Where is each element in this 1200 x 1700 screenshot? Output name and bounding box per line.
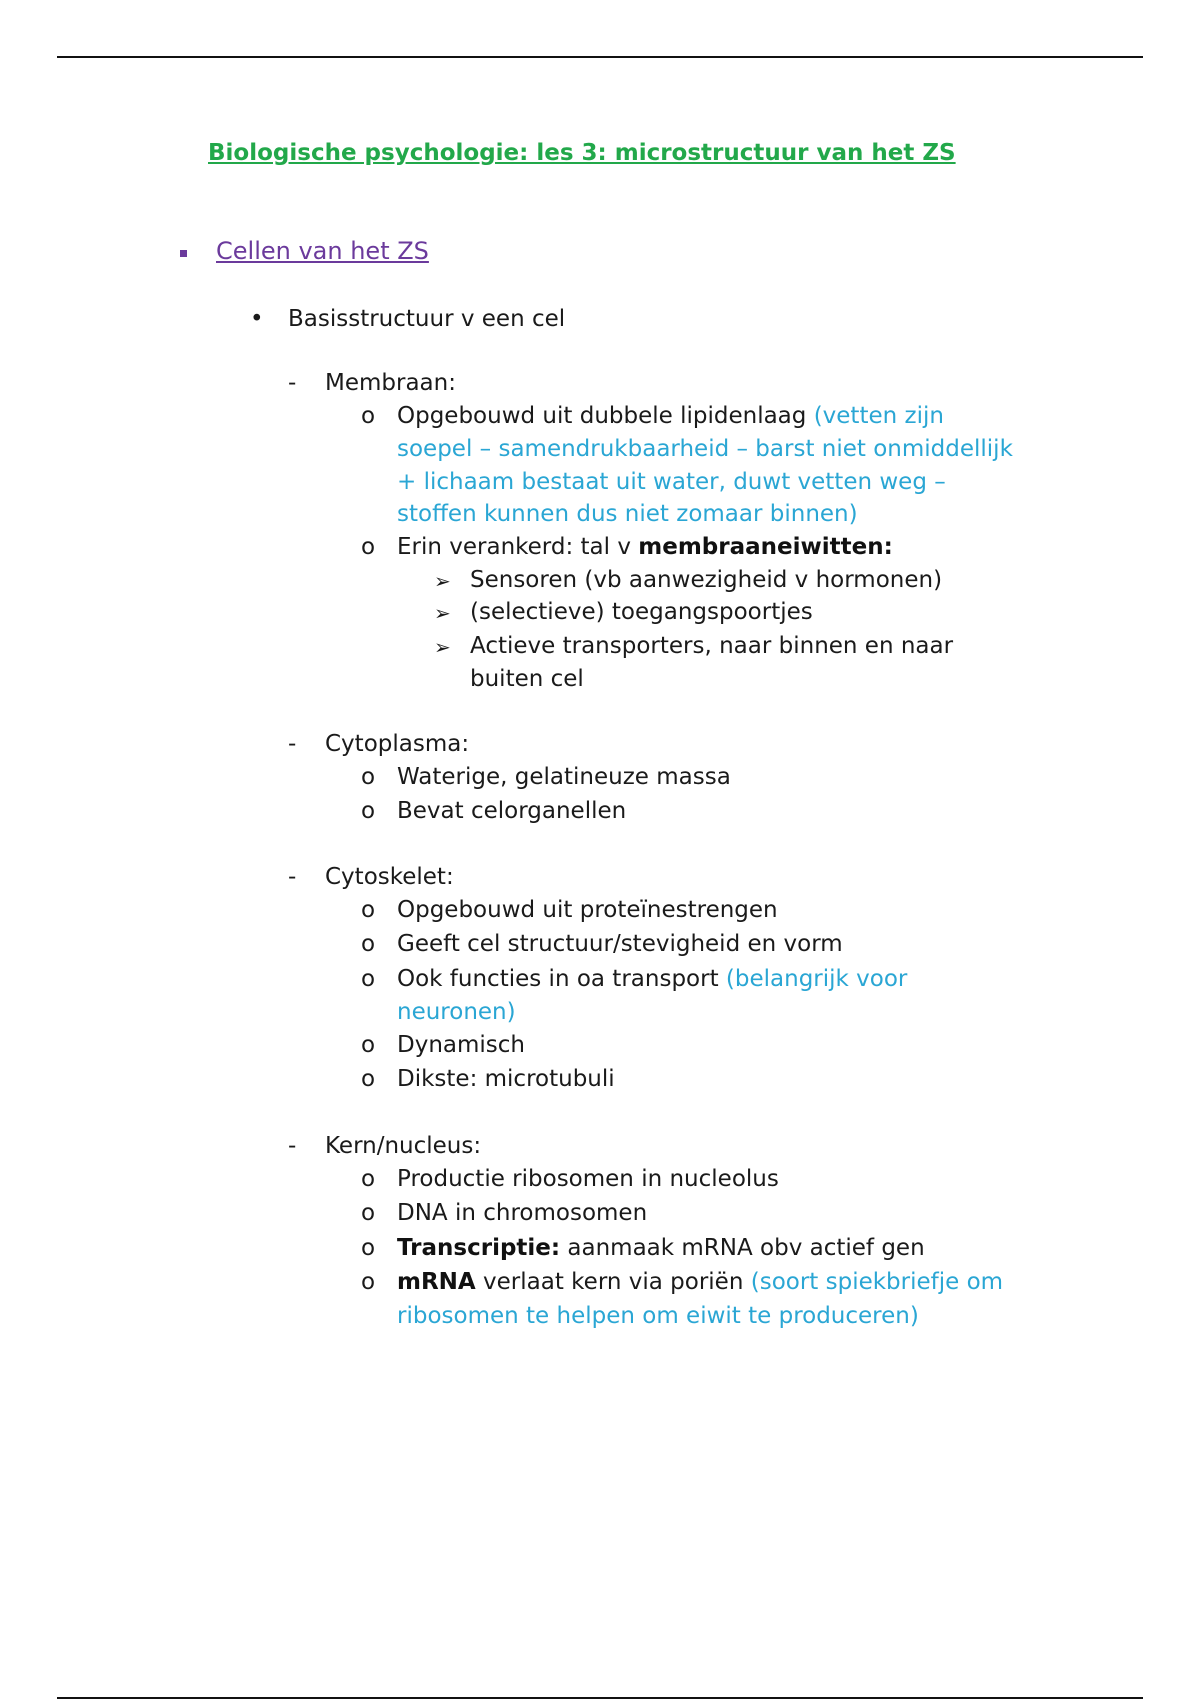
level1-item: Basisstructuur v een cel [288, 306, 566, 332]
square-bullet-icon [180, 250, 187, 257]
membraan-item-1-cont: + lichaam bestaat uit water, duwt vetten weg – [397, 469, 946, 495]
circle-marker: o [361, 1269, 376, 1295]
cytoskelet-heading: Cytoskelet: [325, 864, 454, 890]
circle-marker: o [361, 1235, 376, 1261]
membraan-heading: Membraan: [325, 370, 456, 396]
membraan-item-1-cont: stoffen kunnen dus niet zomaar binnen) [397, 501, 858, 527]
cytoskelet-item-4: Dynamisch [397, 1032, 525, 1058]
cytoplasma-item-2: Bevat celorganellen [397, 798, 627, 824]
membraan-sub-3: Actieve transporters, naar binnen en naar [470, 633, 954, 659]
circle-marker: o [361, 798, 376, 824]
circle-marker: o [361, 1166, 376, 1192]
circle-marker: o [361, 931, 376, 957]
dash-marker: - [288, 864, 297, 890]
circle-marker: o [361, 534, 376, 560]
arrow-bullet-icon: ➢ [434, 635, 451, 659]
membraan-sub-1: Sensoren (vb aanwezigheid v hormonen) [470, 567, 943, 593]
membraan-sub-2: (selectieve) toegangspoortjes [470, 599, 813, 625]
kern-item-4-cont: ribosomen te helpen om eiwit te produceren) [397, 1303, 919, 1329]
dash-marker: - [288, 1133, 297, 1159]
kern-heading: Kern/nucleus: [325, 1133, 482, 1159]
circle-marker: o [361, 403, 376, 429]
bullet-icon: • [250, 306, 264, 332]
section-link[interactable]: Cellen van het ZS [216, 237, 429, 265]
circle-marker: o [361, 966, 376, 992]
cytoskelet-item-1: Opgebouwd uit proteïnestrengen [397, 897, 778, 923]
membraan-item-1-cont: soepel – samendrukbaarheid – barst niet onmiddellijk [397, 436, 1013, 462]
circle-marker: o [361, 1032, 376, 1058]
page-title: Biologische psychologie: les 3: microstructuur van het ZS [208, 140, 956, 166]
page-bottom-rule [57, 1697, 1143, 1699]
circle-marker: o [361, 764, 376, 790]
arrow-bullet-icon: ➢ [434, 569, 451, 593]
kern-item-2: DNA in chromosomen [397, 1200, 648, 1226]
kern-item-3: Transcriptie: aanmaak mRNA obv actief gen [397, 1235, 925, 1261]
membraan-item-1: Opgebouwd uit dubbele lipidenlaag (vetten zijn [397, 403, 944, 429]
membraan-sub-3-cont: buiten cel [470, 666, 584, 692]
arrow-bullet-icon: ➢ [434, 601, 451, 625]
cytoskelet-item-3: Ook functies in oa transport (belangrijk voor [397, 966, 908, 992]
kern-item-4: mRNA verlaat kern via poriën (soort spiekbriefje om [397, 1269, 1004, 1295]
cytoskelet-item-3-cont: neuronen) [397, 999, 516, 1025]
kern-item-1: Productie ribosomen in nucleolus [397, 1166, 779, 1192]
cytoskelet-item-5: Dikste: microtubuli [397, 1066, 615, 1092]
cytoskelet-item-2: Geeft cel structuur/stevigheid en vorm [397, 931, 843, 957]
cytoplasma-heading: Cytoplasma: [325, 731, 470, 757]
circle-marker: o [361, 1200, 376, 1226]
page-top-rule [57, 56, 1143, 58]
dash-marker: - [288, 370, 297, 396]
dash-marker: - [288, 731, 297, 757]
cytoplasma-item-1: Waterige, gelatineuze massa [397, 764, 731, 790]
circle-marker: o [361, 1066, 376, 1092]
circle-marker: o [361, 897, 376, 923]
membraan-item-2: Erin verankerd: tal v membraaneiwitten: [397, 534, 893, 560]
